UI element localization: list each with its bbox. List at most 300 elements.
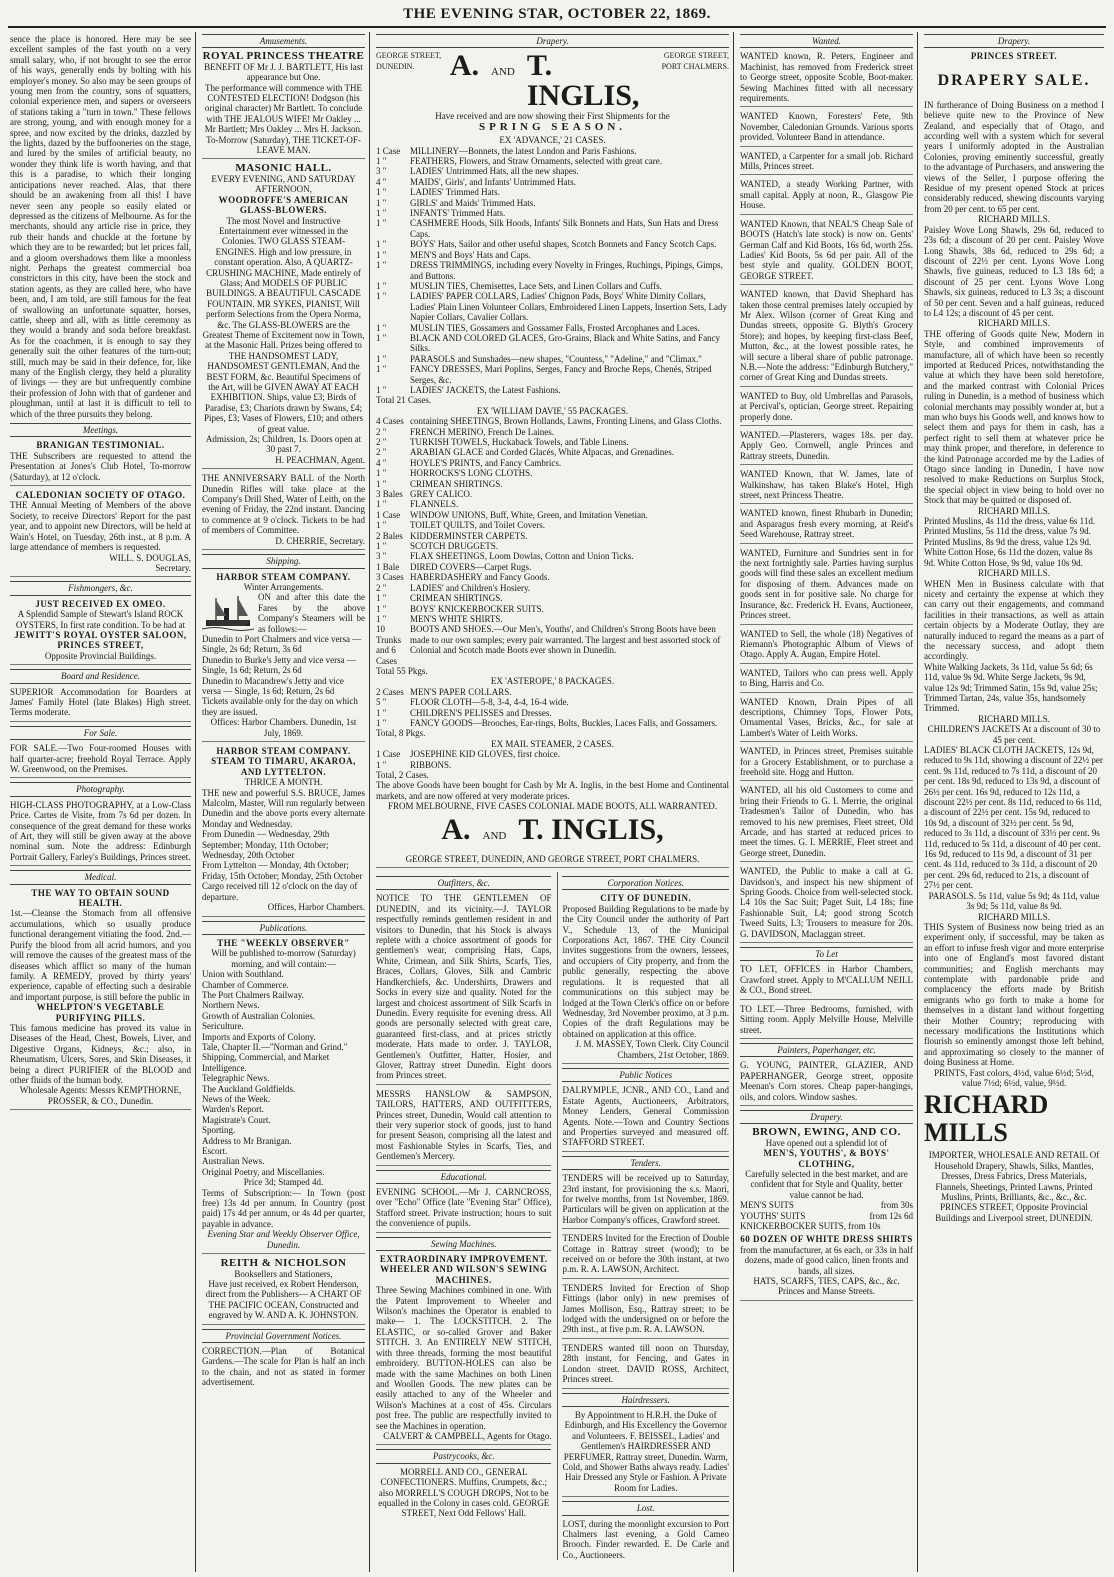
shipment-desc: ARABIAN GLACE and Corded Glacés, White Alpacas, and Grenadines. — [410, 447, 675, 458]
contents-item: Northern News. — [202, 1000, 260, 1011]
ad-parasols: PARASOLS. 5s 11d, value 5s 9d; 4s 11d, value 3s 9d; 5s 11d, value 8s 9d. — [928, 890, 1100, 912]
shipment-desc: DIRED COVERS—Carpet Rugs. — [410, 561, 532, 572]
schedule-row: From Lyttelton — Monday, 4th October; Friday, 15th October; Monday, 25th October — [202, 860, 363, 881]
ad-title: MASONIC HALL. — [235, 162, 332, 175]
wanted-item: WANTED, Tailors who can press well. Apply to Bing, Harris and Co. — [740, 668, 913, 693]
shipment-total: Total, 2 Cases. — [376, 770, 429, 780]
ad-title: JUST RECEIVED EX OMEO. — [35, 598, 166, 609]
shipment-desc: CRIMEAN SHIRTINGS. — [410, 593, 503, 604]
shipment-desc: FLOOR CLOTH—5-8, 3-4, 4-4, 16-4 wide. — [410, 697, 569, 708]
ad-young: G. YOUNG, PAINTER, GLAZIER, AND PAPERHANGER, George street, opposite Meenan's Corn stores. Cheap paper-hangings, oils, and colors. Window sashes. — [740, 1060, 913, 1106]
ad-children: CHILDREN'S JACKETS At a discount of 30 to 45 per cent. — [927, 724, 1101, 745]
shipment-qty: 1 " — [376, 603, 387, 614]
ad-signature: WILL. S. DOUGLAS, — [109, 552, 191, 563]
shipment-desc: FRENCH MERINO, French De Laines. — [410, 426, 554, 437]
ad-masonic — [202, 163, 365, 469]
ad-title: REITH & NICHOLSON — [220, 1257, 347, 1270]
logo-a: A. — [441, 812, 471, 846]
price-value: from 12s 6d — [869, 1210, 913, 1221]
wanted-item: WANTED known, finest Rhubarb in Dunedin; and Asparagus fresh every morning, at Reid's Seed Warehouse, Rattray street. — [740, 508, 913, 543]
section-wanted: Wanted. — [740, 34, 913, 48]
shipment-qty: 1 " — [376, 613, 387, 624]
section-drapery: Drapery. — [740, 1110, 913, 1124]
shipment-qty: 5 " — [376, 697, 387, 708]
section-drapery: Drapery. — [376, 34, 729, 48]
contents-item: Magistrate's Court. — [202, 1114, 271, 1125]
shipment-row — [376, 239, 729, 249]
wanted-item: WANTED Known, Foresters' Fete, 9th November, Caledonian Grounds. Various sports provided. Volunteer Band in attendance. — [740, 111, 913, 146]
ad-signature: CALVERT & CAMPBELL, Agents for Otago. — [383, 1430, 552, 1441]
ad-theatre — [202, 51, 365, 159]
shipment-qty: 1 " — [376, 364, 387, 375]
ad-sewing — [376, 1254, 551, 1445]
shipment-desc: LADIES' and Children's Hosiery. — [410, 582, 531, 593]
ad-offices: Offices, Harbor Chambers. — [267, 902, 365, 913]
ad-title: HARBOR STEAM COMPANY. STEAM TO TIMARU, AKAROA, AND LYTTELTON. — [211, 746, 356, 777]
ad-sub: Winter Arrangements. — [243, 581, 324, 592]
ad-office: Evening Star and Weekly Observer Office, Dunedin. — [207, 1229, 360, 1250]
ad-offices: Offices: Harbor Chambers. Dunedin, 1st July, 1869. — [210, 717, 357, 738]
shipment-desc: BLACK AND COLORED GLACES, Gro-Grains, Black and White Satins, and Fancy Silks. — [410, 332, 721, 354]
shipment-row — [376, 385, 729, 395]
shipment-row — [376, 437, 729, 447]
shipment-row — [376, 531, 729, 541]
ad-harbor-2 — [202, 746, 365, 917]
ad-body: ON and after this date the Fares by the above Company's Steamers will be as follows:— — [258, 592, 365, 634]
column-4 — [736, 32, 918, 1572]
shipment-row — [376, 510, 729, 520]
price-item: KNICKERBOCKER SUITS, from 10s — [740, 1221, 881, 1231]
shipment-qty: 3 Cases — [376, 572, 404, 583]
ad-tail: HATS, SCARFS, TIES, CAPS, &c., &c. — [753, 1276, 900, 1287]
shipment-row — [376, 583, 729, 593]
shipment-row — [376, 760, 729, 770]
ad-prints: PRINTS, Fast colors, 4½d, value 6½d; 5½d, value 7½d; 6½d, value, 9½d. — [934, 1067, 1094, 1088]
shipment-desc: FANCY DRESSES, Mari Poplins, Serges, Fancy and Broche Reps, Chenés, Striped Serges, &c. — [410, 364, 712, 385]
shipment-row — [376, 177, 729, 187]
ad-signature: RICHARD MILLS. — [977, 713, 1050, 724]
tolet-item: TO LET.—Three Bedrooms, furnished, with Sitting room. Apply Melville House, Melville street. — [740, 1004, 913, 1039]
shipment-desc: CASHMERE Hoods, Silk Hoods, Infants' Silk Bonnets and Hats, Sun Hats and Dress Caps. — [410, 218, 719, 239]
shipment-desc: DRESS TRIMMINGS, including every Novelty in Fringes, Ruchings, Pipings, Gimps, and Buttons. — [410, 260, 723, 281]
ad-forsale: FOR SALE.—Two Four-roomed Houses with half quarter-acre; freehold Royal Terrace. Apply W. Greenwood, on the Premises. — [10, 743, 191, 778]
shipment-desc: FANCY GOODS—Brooches, Ear-rings, Bolts, Buckles, Laces Falls, and Gossamers. — [410, 717, 718, 728]
ad-brown-ewing — [740, 1127, 913, 1301]
wanted-item: WANTED, in Princes street, Premises suitable for a Grocery Establishment, or to purchase a freehold site. Hogg and Hutton. — [740, 746, 913, 781]
shipment-list — [376, 146, 729, 396]
price-list-ladies: LADIES' BLACK CLOTH JACKETS, 12s 9d, reduced to 9s 11d, showing a discount of 22½ per cent. 9s 11d, reduced to 7s 11d, a discount of 20 per cent. 18s 9d, reduced to 13s 9d, a discount of 26½ per cent. 16s 9d, reduced to 12s 11d, a discount 22½ per cent. 8s 11d, reduced to 6s 11d, a discount of 22½ per cent. 15s 9d, reduced to 10s 9d, a discount of 32½ per cent. 5s 9d, reduced to 3s 11d, a discount of 33⅓ per cent. 9s 11d, reduced to 5s 11d, a discount of 40 per cent. 16s 9d, reduced to 11s 9d, a discount of 31 per cent. 4s 11d, reduced to 3s 11d, a discount of 20 per cent. 29s 6d, reduced to 21s, a discount of 27½ per cent. — [924, 745, 1103, 891]
shipment-qty: 1 " — [376, 541, 387, 552]
shipment-desc: MEN'S PAPER COLLARS. — [410, 686, 512, 697]
ad-what: WOODROFFE'S AMERICAN GLASS-BLOWERS. — [218, 194, 349, 216]
shipment-row — [376, 218, 729, 239]
price-value: from 30s — [880, 1200, 913, 1211]
contents-item: Imports and Exports of Colony. — [202, 1031, 316, 1042]
shipment-desc: LADIES' PAPER COLLARS, Ladies' Chignon Pads, Boys' White Dimity Collars, Ladies' Plain Linen Volunteer Collars, Embroidered Linen Lappets, Insertion Sets, Lady Napier Collars, Cavalier Collars. — [410, 291, 727, 323]
shipment-total: Total, 8 Pkgs. — [376, 728, 426, 739]
section-corporation: Corporation Notices. — [562, 876, 729, 890]
story-text: sence the place is honored. Here may be see excellent samples of the fast youth on a very small salary, who, if not brought to see the error of his ways, generally ends by bolting with his employer's money. So also may be seen groups of young men from the country, sons of squatters, colonial experience men, and supers or overseers of stations taking a "turn in town." These fellows are strong, young, and with enough money for a spree, and now excited by the drinks, dazzled by the lights, dazed by the buffooneries on the stage, and lured by the smiles of artificial beauty, no wonder they think life is worth having, and that this is a paradise, to which their longing anticipations never reached. Alas, that there should be an awakening from all this! I have never seen any people so easily elated or depressed as the citizens of Melbourne. As for the merchants, should any article rise in price, they rub their hands and chuckle at the fortune by which they are to be rewarded; but let prices fall, and a gloom overshadows them like a moonless night. Perhaps the greatest commercial boa constrictors in this city, have been the stock and station agents, as they are called here, who have been, and, I am told, are still famous for the feat of swallowing an unfortunate squatter, horses, cattle, sheep and all, with as little ceremony as they would a brandy and soda before breakfast. As for the coachmen, it is enough to say they generally suit the other features of the turn-out; still, much may be said in their defence, for, like many of the English clergy, they held a plurality of livings — they are but unfrequently combine their profession of John with that of gardener and ploughman, until at last it is difficult to tell to which of the three pursuits they belong. — [10, 34, 191, 419]
shipment-row — [376, 572, 729, 582]
shipment-qty: 1 " — [376, 353, 387, 364]
shipment-qty: 1 " — [376, 239, 387, 250]
masthead — [0, 0, 1114, 30]
shipment-qty: 1 " — [376, 218, 387, 229]
contents-item: Escort. — [202, 1146, 228, 1157]
shipment-row — [376, 468, 729, 478]
ad-agents: Wholesale Agents: Messrs KEMPTHORNE, PROSSER, & CO., Dunedin. — [19, 1085, 182, 1106]
shipment-qty: 2 Bales — [376, 530, 403, 541]
contents-item: Sporting. — [202, 1125, 236, 1136]
contents-item: Australian News. — [202, 1156, 265, 1167]
section-tenders: Tenders. — [562, 1156, 729, 1170]
shipment-row — [376, 562, 729, 572]
ad-signature: RICHARD MILLS. — [977, 505, 1050, 516]
price-item: MEN'S SUITS — [740, 1200, 794, 1211]
shipment-qty: 2 " — [376, 447, 387, 458]
ad-lost: LOST, during the moonlight excursion to Port Chalmers last evening, a Gold Cameo Brooch. Finder rewarded. E. De Carle and Co., Auctioneers. — [562, 1518, 729, 1560]
shipment-row — [376, 541, 729, 551]
shipment-row — [376, 499, 729, 509]
wanted-item: WANTED, a steady Working Partner, with small capital. Apply at noon, R., Glasgow Pie House. — [740, 179, 913, 214]
shipment-row — [376, 250, 729, 260]
shipment-desc: CRIMEAN SHIRTINGS. — [410, 478, 503, 489]
ad-sub: THRICE A MONTH. — [244, 777, 323, 788]
contents-item: Address to Mr Branigan. — [202, 1135, 292, 1146]
footer-name: RICHARD MILLS — [924, 1090, 1049, 1148]
shipment-qty: 1 Case — [376, 145, 401, 156]
ad-agent: H. PEACHMAN, Agent. — [275, 454, 365, 465]
wanted-item: WANTED to Buy, old Umbrellas and Parasols, at Percival's, optician, George street. Repairing properly done. — [740, 391, 913, 426]
ad-title: ROYAL PRINCESS THEATRE — [202, 50, 365, 63]
shipment-qty: 1 " — [376, 759, 387, 770]
contents-item: Tale, Chapter II.—"Norman and Grind." — [202, 1041, 348, 1052]
shipment-qty: 1 " — [376, 478, 387, 489]
shipment-row — [376, 458, 729, 468]
ad-body-2: Carefully selected in the best market, and are confident that for Style and Quality, better value cannot be had. — [745, 1168, 908, 1200]
shipment-row — [376, 593, 729, 603]
shipment-qty: 1 " — [376, 384, 387, 395]
ad-reith — [202, 1258, 365, 1324]
section-provincial: Provincial Government Notices. — [202, 1329, 365, 1343]
ad-dalrymple: DALRYMPLE, JCNR., AND CO., Land and Estate Agents, Auctioneers, Arbitrators, Money Lenders, General Commission Agents. Note.—Town and Country Sections and Properties surveyed and measured off. STAFFORD STREET. — [562, 1085, 729, 1151]
section-lost: Lost. — [562, 1501, 729, 1515]
ad-signature: RICHARD MILLS. — [977, 318, 1050, 329]
shipment-row — [376, 749, 729, 759]
ad-price: Price 3d; Stamped 4d. — [243, 1177, 324, 1188]
shipment-qty: 1 " — [376, 187, 387, 198]
shipment-desc: MUSLIN TIES, Chemisettes, Lace Sets, and Linen Collars and Cuffs. — [410, 280, 662, 291]
logo-t: T. INGLIS, — [526, 49, 640, 113]
wanted-item: WANTED known, R. Peters, Engineer and Machinist, has removed from Frederick street to George street, opposite Scoble, Boot-maker. Sewing Machines fitted with all necessary requirements. — [740, 51, 913, 107]
ad-title: CALEDONIAN SOCIETY OF OTAGO. — [15, 490, 186, 501]
price-list-shawls: Paisley Wove Long Shawls, 29s 6d, reduced to 23s 6d; a discount of 20 per cent. Paisley Wove Long Shawls, 38s 6d, reduced to 29s 6d; a discount of 22½ per cent. Lyons Wove Long Shawls, five guineas, reduced to L3 18s 6d; a discount of 25 per cent. Lyons Wove Long Shawls, six guineas, reduced to L3 3s; a discount of 50 per cent. Seven and a half guineas, reduced to L4 12s; a discount of 45 per cent. — [924, 224, 1104, 318]
shipment-desc: TOILET QUILTS, and Toilet Covers. — [410, 520, 546, 531]
ad-when: EVERY EVENING, AND SATURDAY AFTERNOON, — [211, 173, 356, 195]
ad-title: HARBOR STEAM COMPANY. — [216, 571, 351, 582]
logo-a: A. — [449, 49, 480, 83]
shipment-list — [376, 416, 729, 666]
contents-item: News of the Week. — [202, 1094, 271, 1104]
shipment-heading: EX MAIL STEAMER, 2 CASES. — [491, 738, 614, 749]
ad-morrell: MORRELL AND CO., GENERAL CONFECTIONERS. Muffins, Crumpets, &c.; also MORRELL'S COUGH DROPS, Not to be equalled in the Colony in cases cold. GEORGE STREET, Next Odd Fellows' Hall. — [378, 1466, 550, 1519]
shipment-list — [376, 687, 729, 729]
contents-item: Chamber of Commerce. — [202, 979, 289, 990]
ad-harbor-1 — [202, 572, 365, 743]
ad-benefit: BENEFIT OF Mr J. J. BARTLETT, His last appearance but One. — [204, 61, 363, 83]
ad-footer: GEORGE STREET, DUNEDIN, AND GEORGE STREET, PORT CHALMERS. — [405, 853, 700, 864]
wanted-item: WANTED, Furniture and Sundries sent in for the next fortnightly sale. Parties having surplus goods will find these sales an excellent medium for disposing of them. Advances made on goods sent in for positive sale. No charge for Insurance, &c. Frederick H. Evans, Auctioneer, Princes street. — [740, 548, 913, 625]
contents-item: Shipping, Commercial, and Market Intelligence. — [202, 1052, 330, 1073]
shipment-row — [376, 416, 729, 426]
ad-title: PRINCES STREET. — [970, 51, 1058, 62]
column-3 — [372, 32, 734, 1572]
ad-title: EXTRAORDINARY IMPROVEMENT. WHEELER AND WILSON'S SEWING MACHINES. — [379, 1254, 548, 1285]
shipment-desc: MAIDS', Girls', and Infants' Untrimmed Hats. — [410, 176, 576, 187]
shipment-row — [376, 291, 729, 322]
ad-note: The above Goods have been bought for Cash by Mr A. Inglis, in the best Home and Continental markets, and are now offered at very moderate prices. — [376, 780, 729, 801]
ad-signature: J. M. MASSEY, Town Clerk. City Council Chambers, 21st October, 1869. — [575, 1039, 729, 1060]
ad-body: The most Novel and Instructive Entertainment ever witnessed in the Colonies. TWO GLASS STEAM-ENGINES. High and low pressure, in constant operation. Also, A QUARTZ-CRUSHING MACHINE, Made entirely of Glass; And MODELS OF PUBLIC BUILDINGS. A BEAUTIFUL CASCADE FOUNTAIN. MR SYKES, PIANIST, Will perform Selections from the Opera Norma, &c. The GLASS-BLOWERS are the Greatest Theme of Excitement now in Town, at the Masonic Hall. Prizes being offered to THE HANDSOMEST LADY, HANDSOMEST GENTLEMAN, And the BEST FORM, &c. Beautiful Specimens of the Art, will be GIVEN AWAY AT EACH EXHIBITION. Ships, value £3; Birds of Paradise, £3; Chariots drawn by Swans, £4; Pipes, £3; Vases of Flowers, £10; and others of great value. — [202, 215, 365, 434]
ad-para-2: THE offering of Goods quite New, Modern in Style, and combined improvements of manufacture, all of which have been so recently imported at Reduced Prices, notwithstanding the value at which they have been sold heretofore, and the marked contrast with Colonial Prices ruling in Dunedin, is a method of business which colonial merchants may possibly wonder at, but a man who buys his Goods well, and knows how to select them and pays for them in cash, has a perfect right to sell them at whatever price he may think proper, and therefore, in deference to the kind Patronage accorded me by the Ladies of Otago since landing in Dunedin, I have now resolved to make Reductions on Surplus Stock, the special object in view being to hold over no Stock that may be quitted or disposed of. — [924, 328, 1104, 506]
tender-item: TENDERS wanted till noon on Thursday, 28th instant, for Fencing, and Gates in London street. DAVID ROSS, Architect, Princes street. — [562, 1343, 729, 1389]
shipment-row — [376, 323, 729, 333]
shipment-row — [376, 208, 729, 218]
ad-melbourne: FROM MELBOURNE, FIVE CASES COLONIAL MADE BOOTS, ALL WARRANTED. — [388, 801, 717, 812]
ad-body: THE Annual Meeting of Members of the above Society, to receive Directors' Report for the past year, and to appoint new Directors, will be held at Wain's Hotel, on Tuesday, 26th inst., at 8 p.m. A large attendance of members is requested. — [10, 500, 191, 553]
ad-hanslow: MESSRS HANSLOW & SAMPSON, TAILORS, HATTERS, AND OUTFITTERS, Princes street, Dunedin, Would call attention to their very superior stock of goods, just to hand for present Season, comprising all the latest and most Fashionable Styles in Scarfs, Ties, and Gentlemen's Mercery. — [376, 1089, 551, 1166]
section-shipping: Shipping. — [202, 554, 365, 568]
fare-row: Dunedin to Burke's Jetty and vice versa — Single, 1s 6d; Return, 2s 6d — [202, 654, 356, 676]
shipment-desc: LADIES' Trimmed Hats. — [410, 187, 500, 198]
ad-body: Three Sewing Machines combined in one. With the Patent Improvement to Wheeler and Wilson's machines the Operator is enabled to make— 1. The LOCKSTITCH. 2. The ELASTIC, or so-called Grover and Baker STITCH. 3. An ENTIRELY NEW STITCH, with three threads, forming the most beautiful embroidery. BUTTON-HOLES can also be made with the same Machines on both Linen and Woollen Goods. The new plates can be easily attached to any of the Wheeler and Wilson's Machines at a cost of 45s. Circulars post free. The public are respectfully invited to see the Machines in operation. — [376, 1285, 552, 1431]
section-drapery: Drapery. — [924, 34, 1104, 48]
shipment-desc: WINDOW UNIONS, Buff, White, Green, and Imitation Venetian. — [410, 509, 648, 520]
ad-body: THE Subscribers are requested to attend the Presentation at Jones's Club Hotel, To-morrow (Saturday), at 12 o'clock. — [10, 450, 191, 482]
shipment-desc: INFANTS' Trimmed Hats. — [410, 208, 506, 219]
ad-address-right: GEORGE STREET, PORT CHALMERS. — [661, 51, 729, 71]
ad-para-3: WHEN Men in Business calculate with that nicety and certainty the expense at which they can carry out their engagements, and command facilities in their transactions, as well as attain certain objects by a Moderate Outlay, they are naturally induced to regard the means as a part of the necessary success, and adopt them accordingly. — [924, 578, 1104, 662]
shipment-qty: 1 " — [376, 260, 387, 271]
shipment-row — [376, 364, 729, 385]
ad-shirts: 60 DOZEN OF WHITE DRESS SHIRTS — [740, 1234, 913, 1245]
wanted-item: WANTED Known, Drain Pipes of all descriptions, Chimney Tops, Flower Pots, Ornamental Vases, Bricks, &c., for sale at Lambert's Water of Leith Works. — [740, 697, 913, 743]
tender-item: TENDERS will be received up to Saturday, 23rd instant, for provisioning the s.s. Maori, for twelve months, from 1st November, 1869. Particulars will be given on application at the Harbor Company's offices, Crawford street. — [562, 1173, 729, 1229]
shipment-qty: 4 Cases — [376, 416, 404, 427]
ad-signature: RICHARD MILLS. — [977, 911, 1050, 922]
section-outfitters: Outfitters, &c. — [376, 876, 551, 890]
shipment-qty: 4 " — [376, 457, 387, 468]
shipment-desc: RIBBONS. — [410, 759, 452, 770]
section-meetings: Meetings. — [10, 423, 191, 437]
shipment-desc: JOSEPHINE KID GLOVES, first choice. — [410, 749, 560, 760]
shipment-qty: 10 Trunks and 6 Cases — [376, 624, 402, 666]
fare-row: Dunedin to Port Chalmers and vice versa — Single, 2s 6d; Return, 3s 6d — [202, 633, 362, 655]
ad-place-note: Opposite Provincial Buildings. — [44, 650, 157, 661]
ad-title: BRANIGAN TESTIMONIAL. — [36, 440, 165, 451]
shipment-heading: EX 'ASTEROPE,' 8 PACKAGES. — [490, 676, 615, 687]
shipment-qty: 1 " — [376, 520, 387, 531]
shipment-row — [376, 187, 729, 197]
shipment-row — [376, 489, 729, 499]
shipment-row — [376, 624, 729, 666]
shipment-row — [376, 718, 729, 728]
contents-item: Union with Southland. — [202, 969, 284, 980]
shipment-row — [376, 427, 729, 437]
ad-place: JEWITT'S ROYAL OYSTER SALOON, PRINCES STREET, — [14, 629, 187, 651]
shipment-row — [376, 551, 729, 561]
shipment-desc: MEN'S and Boys' Hats and Caps. — [410, 249, 531, 260]
ad-title: THE "WEEKLY OBSERVER" — [217, 937, 350, 948]
shipment-desc: FEATHERS, Flowers, and Straw Ornaments, selected with great care. — [410, 156, 662, 167]
shipment-row — [376, 614, 729, 624]
shipment-qty: 1 Case — [376, 749, 401, 760]
shipment-desc: PARASOLS and Sunshades—new shapes, "Countess," "Adeline," and "Climax." — [410, 353, 702, 364]
shipment-desc: BOYS' Hats, Sailor and other useful shapes, Scotch Bonnets and Fancy Scotch Caps. — [410, 239, 717, 250]
ad-evening-school: EVENING SCHOOL.—Mr J. CARNCROSS, over "Echo" Office (late "Evening Star" Office), Stafford street. Private instruction; hours to suit the convenience of pupils. — [376, 1187, 551, 1233]
contents-item: Original Poetry, and Miscellanies. — [202, 1166, 325, 1177]
ad-title: THE WAY TO OBTAIN SOUND HEALTH. — [31, 887, 170, 909]
shipment-row — [376, 708, 729, 718]
wanted-item: WANTED Known, that W. James, late of Walkinshaw, has taken Blake's Hotel, High street, next Princess Theatre. — [740, 469, 913, 504]
shipment-desc: containing SHEETINGS, Brown Hollands, Lawns, Fronting Linens, and Glass Cloths. — [410, 416, 722, 427]
shipment-qty: 1 " — [376, 280, 387, 291]
ad-body: THE ANNIVERSARY BALL of the North Dunedin Rifles will take place at the Company's Drill Shed, Water of Leith, on the evening of Friday, the 22nd instant. Dancing to commence at 9 o'clock. Tickets to be had of members of Committee. — [202, 473, 365, 536]
shipment-qty: 2 " — [376, 426, 387, 437]
ad-inglis — [376, 51, 729, 868]
ad-body: Will be published to-morrow (Saturday) morning, and will contain:— — [211, 948, 356, 969]
shipment-qty: 1 Case — [376, 509, 401, 520]
shipment-qty: 1 " — [376, 332, 387, 343]
contents-item: Growth of Australian Colonies. — [202, 1010, 315, 1021]
shipment-desc: KIDDERMINSTER CARPETS. — [410, 530, 528, 541]
masthead-rule — [8, 26, 1106, 28]
wanted-item: WANTED, a Carpenter for a small job. Richard Mills, Princes street. — [740, 151, 913, 176]
logo-and: AND — [482, 829, 507, 842]
column-1 — [6, 32, 196, 1572]
shipment-desc: FLAX SHEETINGS, Loom Dowlas, Cotton and Union Ticks. — [410, 551, 634, 562]
shipment-row — [376, 697, 729, 707]
newspaper-title: THE EVENING STAR, OCTOBER 22, 1869. — [403, 6, 711, 22]
ad-hairdresser: By Appointment to H.R.H. the Duke of Edinburgh, and His Excellency the Governor and Volunteers. F. BEISSEL, Ladies' and Gentlemen's HAIRDRESSER AND PERFUMER, Rattray street, Dunedin. Warm, Cold, and Shower Baths always ready. Ladies' Hair Dressed any Style or Fashion. A Private Room for Ladies. — [562, 1410, 729, 1497]
shipment-row — [376, 447, 729, 457]
shipment-qty: 1 " — [376, 499, 387, 510]
shipment-qty: 2 " — [376, 582, 387, 593]
section-hairdressers: Hairdressers. — [562, 1393, 729, 1407]
ad-signature-role: Secretary. — [155, 562, 191, 573]
shipment-qty: 1 " — [376, 717, 387, 728]
ad-body: The performance will commence with THE CONTESTED ELECTION! Dodgson (his original character) Mr Bartlett. To conclude with THE JEALOUS WIFE! Mr Oakley ... Mr Bartlett; Mrs Oakley ... Mrs H. Jackson. To-Morrow (Saturday), THE TICKET-OF-LEAVE MAN. — [204, 82, 363, 156]
ad-body: THE new and powerful S.S. BRUCE, James Malcolm, Master, Will run regularly between Dunedin and the above ports every alternate Monday and Wednesday. — [202, 787, 365, 829]
ad-oysters — [10, 599, 191, 665]
shipment-desc: BOOTS AND SHOES.—Our Men's, Youths', and Children's Strong Boots have been made to our own samples; every pair warranted. The largest and best assorted stock of Colonial and Scotch made Boots ever shown in Dunedin. — [410, 624, 721, 656]
shipment-desc: LADIES' Untrimmed Hats, all the new shapes. — [410, 166, 579, 177]
section-board: Board and Residence. — [10, 669, 191, 683]
ad-note: Tickets available only for the day on which they are issued. — [202, 696, 358, 717]
shipment-qty: 1 " — [376, 156, 387, 167]
shipment-row — [376, 687, 729, 697]
ad-correction: CORRECTION.—Plan of Botanical Gardens.—The scale for Plan is half an inch to the chain, and not as stated in former advertisement. — [202, 1345, 365, 1388]
ad-cargo: Cargo received till 12 o'clock on the day of departure. — [202, 881, 358, 902]
section-fishmongers: Fishmongers, &c. — [10, 581, 191, 595]
shipment-desc: TURKISH TOWELS, Huckaback Towels, and Table Linens. — [410, 437, 629, 447]
logo-t: T. INGLIS, — [518, 812, 664, 846]
section-forsale: For Sale. — [10, 726, 191, 740]
ad-address: Princes and Manse Streets. — [778, 1286, 875, 1297]
ad-shirts-body: from the manufacturer, at 6s each, or 33s in half dozens, made of good calico, linen fronts and bands, all sizes. — [740, 1244, 913, 1276]
shipment-qty: 3 " — [376, 166, 387, 177]
wanted-list — [740, 51, 913, 943]
shipment-row — [376, 156, 729, 166]
shipment-qty: 1 " — [376, 208, 387, 219]
shipment-qty: 1 " — [376, 291, 387, 302]
shipment-qty: 1 " — [376, 322, 387, 333]
shipment-desc: SCOTCH DRUGGETS. — [410, 541, 499, 552]
column-3-left — [376, 872, 551, 1560]
shipment-desc: MEN'S WHITE SHIRTS. — [410, 613, 503, 624]
ad-body-2: This famous medicine has proved its value in Diseases of the Head, Chest, Bowels, Liver, and Digestive Organs, Kidneys, &c.; also, in Rheumatism, Ulcers, Sores, and Skin Diseases, it being a direct PURIFIER of the BLOOD and other fluids of the human body. — [10, 1022, 191, 1085]
contents-item: Warden's Report. — [202, 1104, 264, 1115]
ad-caledonian — [10, 490, 191, 577]
ad-para-4: THIS System of Business now being tried as an experiment only, if successful, may be taken as an effort to infuse fresh vigor and more enterprise into one of England's most favored distant communities; and English merchants may contemplate with pardonable pride and complacency the efforts made by British emigrants who go forth to make a home for themselves in a distant land without forgetting their Mother Country; reproducing with necessary modifications the Institutions which flourish so eminently amongst those left behind, and approximating so closely to the manner of doing Business at Home. — [924, 921, 1104, 1068]
logo-and: AND — [491, 66, 515, 79]
shipment-row — [376, 146, 729, 156]
shipment-desc: MUSLIN TIES, Gossamers and Gossamer Falls, Frosted Arcophanes and Laces. — [410, 322, 700, 333]
shipment-qty: 1 Bale — [376, 561, 400, 572]
tender-item: TENDERS Invited for Erection of Shop Fittings (labor only) in new premises of James Mollison, Esq., Rattray street; to be lodged with the undersigned on or before the 29th inst., at five p.m. R. A. LAWSON. — [562, 1283, 729, 1339]
contents-item: The Port Chalmers Railway. — [202, 989, 304, 1000]
ad-sub: Booksellers and Stationers, — [234, 1268, 333, 1279]
wanted-item: WANTED to Sell, the whole (18) Negatives of Riemann's Photographic Album of Views of Otago. Apply A. Augan, Empire Hotel. — [740, 629, 913, 664]
ad-head: MEN'S, YOUTHS', & BOYS' CLOTHING, — [763, 1148, 890, 1169]
ad-season: SPRING SEASON. — [478, 120, 627, 133]
wanted-item: WANTED, all his old Customers to come and bring their Friends to G. I. Merrie, the original Tradesmen's Tailor of Dunedin, who has removed to his new premises, Fleet street, Old Arcade, and has started at reduced prices to meet the times. G. I. MERRIE, Fleet street and George street, Dunedin. — [740, 785, 913, 862]
shipment-total: Total 21 Cases. — [376, 395, 432, 406]
ad-signature: RICHARD MILLS. — [977, 214, 1050, 225]
contents-item: Telegraphic News. — [202, 1073, 270, 1084]
ad-admission: Admission, 2s; Children, 1s. Doors open at 30 past 7. — [205, 434, 362, 455]
ad-taylor: NOTICE TO THE GENTLEMEN OF DUNEDIN, and its vicinity.—J. TAYLOR respectfully reminds gentlemen resident in and visitors to Dunedin, that his Stock is always replete with a choice assortment of goods for gentlemen's wear, comprising Hats, Caps, White, Crimean, and Silk Shirts, Scarfs, Ties, Braces, Collars, Gloves, Silk and Cambric Handkerchiefs, &c. Undershirts, Drawers and Socks in every size and quality. Noted for the largest and choicest assortment of Silk Scarfs in Dunedin. Every requisite for evening dress. All goods are personally selected with great care, guaranteed first-class, and at prices strictly moderate. Hats made to order. J. TAYLOR, Gentlemen's Outfitter, Hatter, Hosier, and Glover, Rattray street Dunedin. Eight doors from Princes street. — [376, 893, 551, 1084]
footer-address: PRINCES STREET, Opposite Provincial Buildings and Liverpool street, DUNEDIN. — [935, 1202, 1093, 1223]
shipment-heading: EX 'WILLIAM DAVIE,' 55 PACKAGES. — [476, 405, 629, 416]
wanted-item: WANTED known, that David Shephard has taken those central premises lately occupied by Mr Alex. Wilson (corner of Great King and Dundas streets, opposite G. Blyth's Grocery Store); and hopes, by keeping first-class Beef, Mutton, &c., at the lowest possible rates, he will secure a liberal share of public patronage. N.B.—Note the address: "Edinburgh Butchery," corner of Great King and Dundas streets. — [740, 289, 913, 387]
section-painters: Painters, Paperhanger, etc. — [740, 1043, 913, 1057]
shipment-heading: EX 'ADVANCE,' 21 CASES. — [499, 135, 606, 146]
tolet-item: TO LET, OFFICES in Harbor Chambers, Crawford street. Apply to M'CALLUM NEILL & CO., Bond street. — [740, 964, 913, 999]
section-pastry: Pastrycooks, &c. — [376, 1449, 551, 1463]
ad-address-left: GEORGE STREET, DUNEDIN. — [376, 51, 442, 71]
ad-title: BROWN, EWING, AND CO. — [752, 1126, 901, 1139]
shipment-row — [376, 604, 729, 614]
ad-body: 1st.—Cleanse the Stomach from all offensive accumulations, which so usually produce functional derangement vitiating the food. 2nd.—Purify the blood from all acrid humors, and you will remove the causes of the greatest mass of the diseases which afflict so many of the human family. A REMEDY, proved by thirty years' experience, capable of effecting such a desirable and important purpose, is still before the public in — [10, 908, 191, 1002]
shipment-desc: GIRLS' and Maids' Trimmed Hats. — [410, 197, 536, 208]
shipment-row — [376, 520, 729, 530]
section-amusements: Amusements. — [202, 34, 365, 48]
ad-photography: HIGH-CLASS PHOTOGRAPHY, at a Low-Class Price. Cartes de Visite, from 7s 6d per dozen. In consequence of the great demand for these works of Art, they will still be given away at the above nominal sum. Note the address: Edinburgh Portrait Gallery, Farley's Buildings, Princes street. — [10, 800, 191, 866]
shipment-row — [376, 260, 729, 281]
shipment-desc: FLANNELS. — [410, 499, 459, 510]
shipment-qty: 2 " — [376, 437, 387, 447]
section-educational: Educational. — [376, 1170, 551, 1184]
ad-city — [562, 893, 729, 1064]
wanted-item: WANTED, the Public to make a call at G. Davidson's, and inspect his new shipment of Spring Goods. Choice from well-selected stock. L4 10s the Sac Suit; Paget Suit, L4 18s; fine Fashionable Suit, L4; good strong Scotch Tweed Suits, L3; Trousers to measure for 20s. G. DAVIDSON, Maclaggan street. — [740, 866, 913, 943]
shipment-qty: 1 " — [376, 468, 387, 479]
footer-body: IMPORTER, WHOLESALE AND RETAIL Of Household Drapery, Shawls, Silks, Mantles, Dresses, Dress Fabrics, Dress Materials, Flannels, Sheetings, Printed Lawns, Printed Muslins, Prints, Brilliants, &c., &c., &c. — [928, 1150, 1100, 1203]
section-medical: Medical. — [10, 870, 191, 884]
wanted-item: WANTED Known, that NEAL'S Cheap Sale of BOOTS (Hatch's late stock) is now on. Gents' German Calf and Kid Boots, 16s 6d, worth 25s. Ladies' Kid Boots, 5s 6d per pair. All of the best style and quality. GOLDEN BOOT, GEORGE STREET. — [740, 219, 913, 285]
shipment-row — [376, 166, 729, 176]
ad-body: Proposed Building Regulations to be made by the City Council under the authority of Part V., Schedule 13, of the Municipal Corporations Act, 1867. THE City Council invites suggestions from the owners, lessees, and occupiers of City property, and from the public generally, respecting the above regulations. It is requested that all communications on this subject may be lodged at the Town Clerk's office on or before Wednesday, 3rd November proximo, at 3 p.m. Copies of the draft Regulations may be obtained on application at this office. — [562, 903, 729, 1039]
